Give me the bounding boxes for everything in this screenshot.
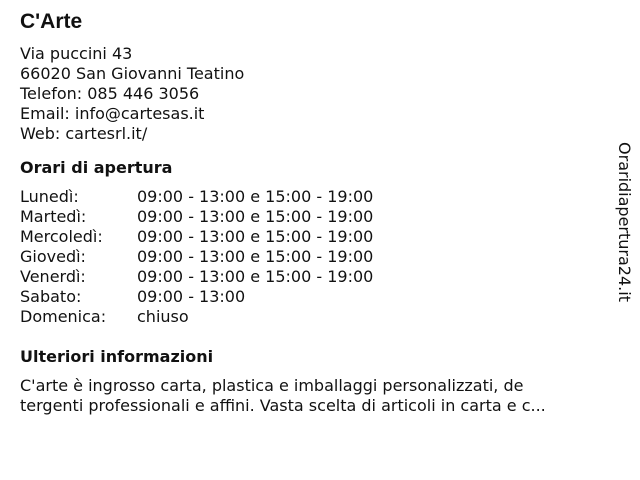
city-address: 66020 San Giovanni Teatino [20, 64, 245, 83]
day-hours: 09:00 - 13:00 e 15:00 - 19:00 [137, 227, 374, 246]
opening-hours-heading: Orari di apertura [20, 158, 173, 177]
day-label: Sabato: [20, 287, 82, 306]
hours-row-thursday [20, 247, 373, 267]
store-name: C'Arte [20, 10, 83, 33]
day-hours: 09:00 - 13:00 e 15:00 - 19:00 [137, 247, 374, 266]
phone-number[interactable]: Telefon: 085 446 3056 [20, 84, 200, 103]
day-hours: 09:00 - 13:00 e 15:00 - 19:00 [137, 267, 374, 286]
store-card [20, 8, 600, 416]
day-hours: 09:00 - 13:00 e 15:00 - 19:00 [137, 187, 374, 206]
day-label: Domenica: [20, 307, 107, 326]
hours-row-saturday [20, 287, 373, 307]
further-info-heading: Ulteriori informazioni [20, 347, 214, 366]
day-label: Lunedì: [20, 187, 79, 206]
day-hours: chiuso [137, 307, 189, 326]
store-description [20, 376, 598, 416]
day-label: Giovedì: [20, 247, 86, 266]
day-label: Martedì: [20, 207, 87, 226]
brand-watermark: Oraridiapertura24.it [615, 142, 634, 302]
hours-row-monday [20, 187, 373, 207]
description-line-1: C'arte è ingrosso carta, plastica e imballaggi personalizzati, de [20, 376, 524, 395]
hours-row-tuesday [20, 207, 373, 227]
description-line-2: tergenti professionali e affini. Vasta scelta di articoli in carta e c... [20, 396, 546, 415]
hours-row-sunday [20, 307, 373, 327]
website-link[interactable]: Web: cartesrl.it/ [20, 124, 148, 143]
day-hours: 09:00 - 13:00 e 15:00 - 19:00 [137, 207, 374, 226]
day-hours: 09:00 - 13:00 [137, 287, 246, 306]
day-label: Venerdì: [20, 267, 86, 286]
email-address[interactable]: Email: info@cartesas.it [20, 104, 205, 123]
hours-row-friday [20, 267, 373, 287]
address-block [20, 44, 600, 144]
opening-hours-table [20, 187, 373, 327]
hours-row-wednesday [20, 227, 373, 247]
street-address: Via puccini 43 [20, 44, 133, 63]
day-label: Mercoledì: [20, 227, 103, 246]
